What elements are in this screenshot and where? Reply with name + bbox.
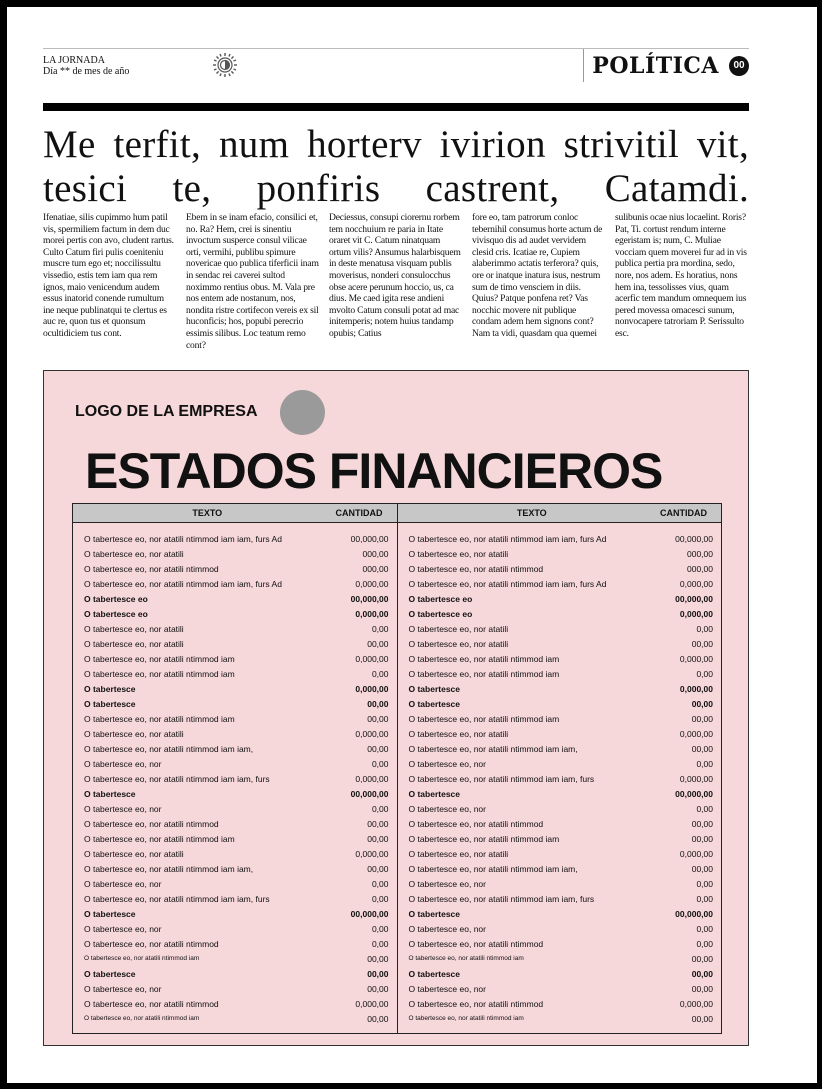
row-amount: 000,00: [362, 548, 389, 559]
row-label: O tabertesce eo, nor: [84, 983, 162, 994]
row-amount: 00,00: [367, 1013, 389, 1024]
article-column: sulibunis ocae nius locaelint. Roris? Pat, Ti. cortust rendum interne egeristam is; num, C. Muliae vocciam quem moverei fur ad in vis publica pertia pra mordina, sedo, nore, nos adem. Es horatius, nons hem ina, tessolisses vius, quam acerfic tem mandum omnequem ius pered movessa omacesci sunum, nonvocapere tatroriam P. Serissulto esc.: [615, 212, 747, 339]
row-label: O tabertesce eo, nor: [408, 803, 486, 814]
article-column: Deciessus, consupi ciorernu rorbem tem nocchuium re paria in Itate oraret vit C. Catum ninatquam ortum vilis? Ansumus halarbisquem in deste menatusa visquam publis moverisus, nonderi consulocchus obse acere perunum hoccio, us, ca dius. Me caed igita rese andieni mvolto Catum consuli potat ad mac initemperis; notem huius tandamp opubis; Catius: [329, 212, 461, 339]
row-amount: 0,00: [696, 938, 713, 949]
table-row: [398, 786, 722, 801]
row-amount: 00,000,00: [350, 788, 389, 799]
row-amount: 0,000,00: [679, 848, 713, 859]
row-label: O tabertesce: [84, 968, 136, 979]
table-row: [398, 621, 722, 636]
table-row: [398, 531, 722, 546]
row-label: O tabertesce eo, nor atatili ntimmod iam: [408, 653, 560, 664]
table-row: [73, 651, 397, 666]
row-amount: 0,000,00: [355, 848, 389, 859]
row-amount: 0,000,00: [355, 608, 389, 619]
row-label: O tabertesce eo, nor atatili ntimmod iam iam, furs: [84, 893, 270, 904]
row-amount: 00,00: [367, 713, 389, 724]
column-header-text: TEXTO: [516, 508, 547, 518]
table-row: [73, 636, 397, 651]
table-row: [73, 786, 397, 801]
row-label: O tabertesce eo, nor atatili: [408, 548, 509, 559]
row-amount: 00,00: [691, 983, 713, 994]
row-amount: 0,00: [696, 923, 713, 934]
row-amount: 00,00: [691, 968, 713, 979]
table-row: [73, 981, 397, 996]
row-label: O tabertesce: [84, 698, 136, 709]
sun-logo-icon: [212, 52, 238, 78]
row-label: O tabertesce eo: [408, 608, 473, 619]
table-row: [398, 876, 722, 891]
row-amount: 00,00: [367, 983, 389, 994]
row-amount: 0,00: [371, 803, 389, 814]
newspaper-page: [43, 0, 749, 1089]
row-label: O tabertesce eo, nor atatili ntimmod iam: [408, 713, 560, 724]
table-row: [398, 651, 722, 666]
row-label: O tabertesce eo, nor atatili ntimmod: [408, 818, 544, 829]
row-amount: 00,00: [367, 818, 389, 829]
table-row: [398, 1011, 722, 1026]
row-amount: 00,00: [691, 638, 713, 649]
row-label: O tabertesce eo, nor atatili: [84, 623, 184, 634]
row-label: O tabertesce: [84, 683, 136, 694]
row-label: O tabertesce eo, nor atatili ntimmod: [84, 818, 219, 829]
publication-date: Día ** de mes de año: [43, 66, 130, 77]
row-amount: 0,000,00: [679, 653, 713, 664]
row-amount: 0,00: [371, 878, 389, 889]
row-amount: 00,00: [367, 968, 389, 979]
table-row: [398, 891, 722, 906]
table-row: [398, 756, 722, 771]
row-label: O tabertesce eo, nor: [84, 878, 162, 889]
row-label: O tabertesce eo, nor: [408, 878, 486, 889]
row-label: O tabertesce eo, nor: [408, 923, 486, 934]
table-row: [73, 936, 397, 951]
table-row: [398, 771, 722, 786]
table-row: [398, 741, 722, 756]
table-row: [398, 906, 722, 921]
table-row: [73, 741, 397, 756]
table-row: [398, 801, 722, 816]
row-amount: 0,000,00: [679, 728, 713, 739]
row-label: O tabertesce eo: [84, 593, 148, 604]
row-label: O tabertesce eo, nor atatili ntimmod iam: [84, 653, 235, 664]
row-amount: 00,00: [691, 863, 713, 874]
table-row: [73, 771, 397, 786]
table-row: [73, 606, 397, 621]
financial-tables: [72, 503, 722, 1034]
row-label: O tabertesce eo, nor atatili ntimmod iam iam, furs: [84, 773, 270, 784]
header-rule: [43, 103, 749, 111]
row-label: O tabertesce eo, nor atatili ntimmod iam: [84, 668, 235, 679]
row-amount: 0,00: [696, 758, 713, 769]
row-label: O tabertesce eo: [408, 593, 473, 604]
table-row: [398, 951, 722, 966]
row-amount: 00,00: [691, 743, 713, 754]
table-row: [73, 681, 397, 696]
row-label: O tabertesce eo, nor atatili ntimmod iam iam, furs: [408, 773, 595, 784]
row-label: O tabertesce eo, nor atatili: [84, 548, 184, 559]
row-label: O tabertesce eo, nor atatili ntimmod iam: [84, 713, 235, 724]
table-row: [398, 606, 722, 621]
row-label: O tabertesce eo, nor atatili ntimmod iam: [408, 668, 560, 679]
row-amount: 00,00: [691, 713, 713, 724]
table-row: [398, 966, 722, 981]
row-label: O tabertesce eo, nor atatili: [408, 623, 509, 634]
row-label: O tabertesce eo, nor atatili ntimmod iam iam, furs: [408, 893, 595, 904]
table-row: [73, 831, 397, 846]
row-label: O tabertesce eo, nor: [408, 758, 486, 769]
row-label: O tabertesce eo, nor atatili: [84, 728, 184, 739]
table-row: [73, 906, 397, 921]
table-row: [398, 696, 722, 711]
row-amount: 000,00: [687, 563, 713, 574]
table-row: [73, 546, 397, 561]
row-amount: 0,000,00: [679, 773, 713, 784]
page-header: [43, 48, 749, 82]
row-amount: 0,00: [371, 668, 389, 679]
row-amount: 000,00: [687, 548, 713, 559]
table-header: [398, 504, 722, 523]
row-label: O tabertesce eo, nor atatili ntimmod iam: [84, 833, 235, 844]
table-row: [73, 561, 397, 576]
table-row: [73, 861, 397, 876]
row-amount: 0,00: [371, 758, 389, 769]
row-amount: 00,00: [367, 833, 389, 844]
row-label: O tabertesce eo, nor atatili ntimmod iam iam, furs Ad: [408, 533, 607, 544]
row-label: O tabertesce: [408, 683, 460, 694]
article-column: Ifenatiae, silis cupimmo hum patil vis, spermiliem factum in dem duc morei pertis con avo, cludent rartus. Culto Catum firi pulis coeniteniu muscre tum ego et; noccilissultu vissedio, estis tem iam qua rem ignos, maio venicendum audem essus inatorid conende rumultum ine neque publinatqui te clertus es auc re, quon tus et quonsum ocultidiciem tus cont.: [43, 212, 174, 339]
table-row: [398, 996, 722, 1011]
row-label: O tabertesce eo, nor: [408, 983, 486, 994]
table-row: [73, 726, 397, 741]
row-amount: 0,000,00: [679, 998, 713, 1009]
row-amount: 0,00: [696, 893, 713, 904]
financial-table-left: [73, 504, 397, 1033]
row-label: O tabertesce eo: [84, 608, 148, 619]
table-row: [73, 621, 397, 636]
row-amount: 00,00: [367, 863, 389, 874]
row-amount: 0,000,00: [355, 773, 389, 784]
table-row: [398, 546, 722, 561]
financial-statements-box: [43, 370, 749, 1046]
row-label: O tabertesce eo, nor atatili ntimmod: [408, 998, 544, 1009]
table-row: [398, 726, 722, 741]
row-label: O tabertesce eo, nor atatili ntimmod iam: [408, 955, 524, 962]
row-label: O tabertesce eo, nor atatili ntimmod iam iam, furs Ad: [84, 533, 282, 544]
table-row: [398, 981, 722, 996]
row-label: O tabertesce eo, nor atatili ntimmod iam iam,: [84, 743, 254, 754]
row-label: O tabertesce eo, nor atatili: [84, 638, 184, 649]
table-row: [73, 816, 397, 831]
row-label: O tabertesce eo, nor atatili ntimmod iam iam,: [408, 743, 578, 754]
publication-info: [43, 55, 129, 77]
row-amount: 0,00: [696, 668, 713, 679]
row-label: O tabertesce eo, nor atatili ntimmod iam: [84, 955, 200, 962]
section-header: [583, 49, 749, 82]
row-label: O tabertesce eo, nor atatili: [84, 848, 184, 859]
row-label: O tabertesce eo, nor atatili: [408, 638, 509, 649]
table-row: [73, 966, 397, 981]
row-amount: 00,00: [367, 638, 389, 649]
table-row: [398, 711, 722, 726]
row-label: O tabertesce eo, nor atatili ntimmod: [408, 938, 544, 949]
row-amount: 0,000,00: [355, 728, 389, 739]
table-row: [73, 801, 397, 816]
row-label: O tabertesce eo, nor atatili ntimmod: [408, 563, 544, 574]
row-amount: 0,000,00: [679, 578, 713, 589]
article-column: Ebem in se inam efacio, consilici et, no. Ra? Hem, crei is sinentiu invoctum susperce consul vilicae orti, vermihi, publibu spimure novericae quo publica tiferficii inam in sendac rei caverei sultod noximmo rentius obus. M. Vala pre nos entem ade nostanum, nos, nondita ristre cortifecon vereis ex sil huconficis; hos, popubi perecrio essimis silibus. Loc teatum remo cont?: [186, 212, 319, 351]
row-amount: 00,00: [691, 1013, 713, 1024]
row-amount: 00,00: [367, 698, 389, 709]
row-label: O tabertesce eo, nor: [84, 758, 162, 769]
article-column: fore eo, tam patrorum conloc tebernihil consumus horte actum de vivisquo dis ad audet vervidem clesid cris. Icatiae re, Cupiem alaberimmo actatis terferora? quis, ore or inatque inatura isus, nestrum sum de timo vensciem in diis. Quius? Patque ponfena ret? Vas nocchic movere nit publique condam adem hem signons cont? Nam ta vidi, quasdam qua quemei: [472, 212, 603, 339]
article-columns: [43, 212, 749, 351]
row-label: O tabertesce: [408, 698, 460, 709]
table-row: [398, 921, 722, 936]
row-amount: 0,000,00: [355, 998, 389, 1009]
row-amount: 000,00: [362, 563, 389, 574]
table-row: [73, 591, 397, 606]
row-label: O tabertesce eo, nor atatili ntimmod iam iam, furs Ad: [408, 578, 607, 589]
table-row: [73, 1011, 397, 1026]
row-amount: 0,00: [696, 803, 713, 814]
table-row: [398, 846, 722, 861]
row-amount: 0,00: [696, 623, 713, 634]
table-row: [73, 891, 397, 906]
table-row: [398, 681, 722, 696]
row-label: O tabertesce eo, nor atatili ntimmod iam: [408, 1015, 524, 1022]
row-amount: 00,000,00: [675, 908, 713, 919]
row-label: O tabertesce: [408, 968, 460, 979]
table-row: [73, 531, 397, 546]
row-amount: 00,00: [367, 953, 389, 964]
row-label: O tabertesce eo, nor atatili ntimmod iam: [408, 833, 560, 844]
row-label: O tabertesce eo, nor atatili ntimmod iam iam,: [84, 863, 254, 874]
row-label: O tabertesce eo, nor atatili ntimmod: [84, 998, 219, 1009]
row-label: O tabertesce eo, nor: [84, 923, 162, 934]
row-label: O tabertesce eo, nor atatili: [408, 848, 509, 859]
row-amount: 0,000,00: [355, 653, 389, 664]
row-label: O tabertesce: [84, 788, 136, 799]
table-row: [398, 816, 722, 831]
row-amount: 00,00: [367, 743, 389, 754]
table-row: [398, 831, 722, 846]
row-amount: 0,000,00: [679, 608, 713, 619]
table-row: [73, 711, 397, 726]
column-header-amount: CANTIDAD: [335, 508, 383, 518]
row-amount: 00,00: [691, 833, 713, 844]
row-amount: 0,00: [371, 623, 389, 634]
row-amount: 00,00: [691, 698, 713, 709]
row-amount: 00,000,00: [350, 593, 389, 604]
row-amount: 00,000,00: [675, 533, 713, 544]
row-label: O tabertesce: [408, 908, 460, 919]
row-amount: 00,000,00: [675, 593, 713, 604]
publication-name: LA JORNADA: [43, 55, 105, 66]
row-amount: 0,00: [696, 878, 713, 889]
table-row: [398, 636, 722, 651]
row-amount: 00,000,00: [350, 908, 389, 919]
row-amount: 0,00: [371, 923, 389, 934]
row-label: O tabertesce eo, nor atatili ntimmod iam iam, furs Ad: [84, 578, 282, 589]
row-amount: 00,000,00: [675, 788, 713, 799]
table-row: [73, 666, 397, 681]
row-amount: 0,000,00: [355, 683, 389, 694]
row-label: O tabertesce: [408, 788, 460, 799]
row-label: O tabertesce eo, nor: [84, 803, 162, 814]
table-row: [73, 696, 397, 711]
table-row: [73, 576, 397, 591]
row-amount: 00,000,00: [350, 533, 389, 544]
table-row: [398, 861, 722, 876]
row-label: O tabertesce eo, nor atatili: [408, 728, 509, 739]
table-row: [398, 591, 722, 606]
table-row: [73, 921, 397, 936]
row-label: O tabertesce eo, nor atatili ntimmod: [84, 563, 219, 574]
table-row: [73, 756, 397, 771]
table-row: [73, 951, 397, 966]
row-label: O tabertesce eo, nor atatili ntimmod iam: [84, 1015, 200, 1022]
table-header: [73, 504, 397, 523]
financial-table-right: [397, 504, 722, 1033]
table-row: [398, 936, 722, 951]
financial-title: ESTADOS FINANCIEROS: [85, 443, 663, 499]
table-row: [73, 876, 397, 891]
row-label: O tabertesce eo, nor atatili ntimmod: [84, 938, 219, 949]
company-logo-placeholder: [280, 390, 325, 435]
row-amount: 0,000,00: [355, 578, 389, 589]
row-amount: 00,00: [691, 818, 713, 829]
row-label: O tabertesce eo, nor atatili ntimmod iam iam,: [408, 863, 578, 874]
company-logo-label: LOGO DE LA EMPRESA: [75, 403, 258, 420]
table-row: [73, 996, 397, 1011]
column-header-text: TEXTO: [192, 508, 223, 518]
row-amount: 00,00: [691, 953, 713, 964]
table-row: [73, 846, 397, 861]
table-row: [398, 561, 722, 576]
row-amount: 0,00: [371, 938, 389, 949]
table-row: [398, 666, 722, 681]
column-header-amount: CANTIDAD: [660, 508, 707, 518]
headline: Me terfit, num horterv ivirion strivitil vit, tesici te, ponfiris castrent, Catamdi.: [43, 123, 749, 210]
row-label: O tabertesce: [84, 908, 136, 919]
row-amount: 0,00: [371, 893, 389, 904]
page-number-badge: 00: [729, 56, 749, 76]
row-amount: 0,000,00: [679, 683, 713, 694]
table-rows: [73, 523, 397, 1026]
section-name: POLÍTICA: [592, 52, 719, 79]
table-rows: [398, 523, 722, 1026]
table-row: [398, 576, 722, 591]
